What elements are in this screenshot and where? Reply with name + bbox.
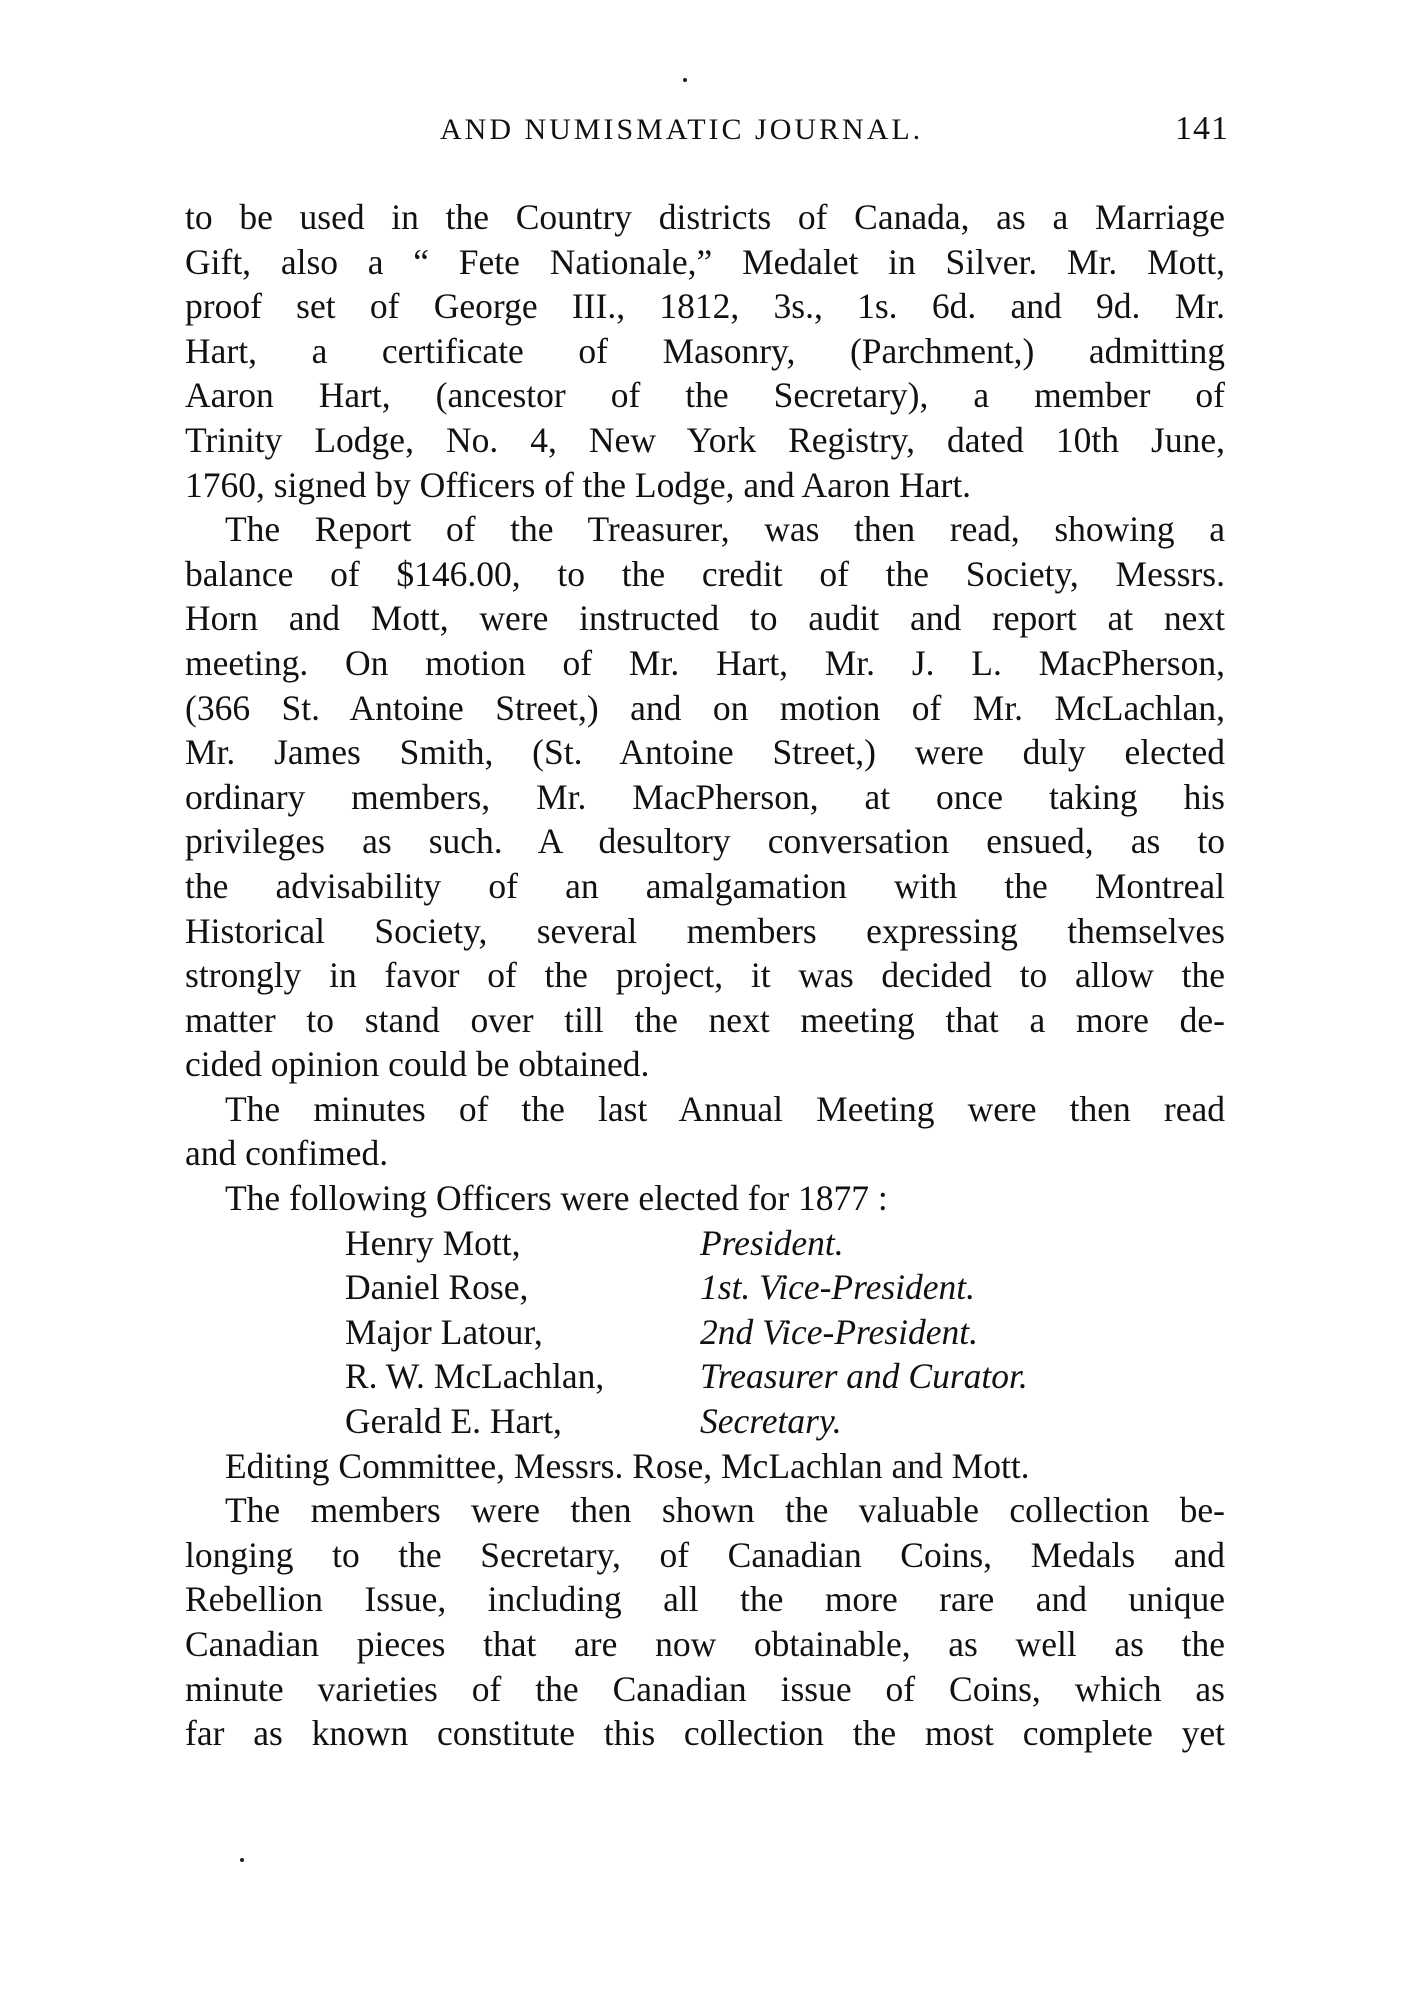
text-line: matter to stand over till the next meeting that a more de- <box>185 999 1225 1040</box>
paragraph-4 <box>185 1176 1225 1221</box>
paragraph-1 <box>185 195 1225 507</box>
officer-row <box>185 1354 1225 1399</box>
top-speck <box>683 78 687 82</box>
paragraph-2 <box>185 507 1225 1087</box>
text-line: to be used in the Country districts of Canada, as a Marriage <box>185 197 1225 237</box>
text-line: The Report of the Treasurer, was then read, showing a <box>225 509 1225 550</box>
officer-row <box>185 1221 1225 1266</box>
text-line: 1760, signed by Officers of the Lodge, and Aaron Hart. <box>185 464 972 505</box>
body-text <box>185 195 1225 1756</box>
text-line: the advisability of an amalgamation with the Montreal <box>185 865 1225 906</box>
text-line: The members were then shown the valuable collection be- <box>225 1490 1225 1531</box>
text-line: meeting. On motion of Mr. Hart, Mr. J. L. MacPherson, <box>185 642 1225 683</box>
officers-list <box>185 1221 1225 1444</box>
officer-name: R. W. McLachlan, <box>345 1356 605 1397</box>
text-line: Horn and Mott, were instructed to audit and report at next <box>185 598 1225 639</box>
officer-row <box>185 1399 1225 1444</box>
officer-name: Henry Mott, <box>345 1222 521 1263</box>
text-line: ordinary members, Mr. MacPherson, at once taking his <box>185 776 1225 817</box>
text-line: far as known constitute this collection the most complete yet <box>185 1713 1225 1754</box>
text-line: and confimed. <box>185 1133 389 1174</box>
text-line: Mr. James Smith, (St. Antoine Street,) were duly elected <box>185 732 1225 773</box>
text-line: longing to the Secretary, of Canadian Coins, Medals and <box>185 1534 1225 1575</box>
officer-name: Gerald E. Hart, <box>345 1401 562 1442</box>
text-line: balance of $146.00, to the credit of the Society, Messrs. <box>185 553 1225 594</box>
officer-title: Treasurer and Curator. <box>700 1356 1028 1397</box>
text-line: Hart, a certificate of Masonry, (Parchment,) admitting <box>185 330 1225 371</box>
text-line: (366 St. Antoine Street,) and on motion of Mr. McLachlan, <box>185 687 1225 728</box>
text-line: strongly in favor of the project, it was decided to allow the <box>185 955 1225 996</box>
paragraph-5 <box>185 1444 1225 1489</box>
text-line: privileges as such. A desultory conversation ensued, as to <box>185 821 1225 862</box>
running-head: AND NUMISMATIC JOURNAL. <box>440 113 924 146</box>
text-line: Trinity Lodge, No. 4, New York Registry, dated 10th June, <box>185 419 1225 460</box>
paragraph-3 <box>185 1087 1225 1176</box>
text-line: The following Officers were elected for 1877 : <box>225 1178 888 1219</box>
paragraph-6 <box>185 1488 1225 1756</box>
text-line: Canadian pieces that are now obtainable, as well as the <box>185 1624 1225 1664</box>
text-line: proof set of George III., 1812, 3s., 1s. 6d. and 9d. Mr. <box>185 286 1225 327</box>
text-line: Aaron Hart, (ancestor of the Secretary), a member of <box>185 375 1225 416</box>
officer-title: 2nd Vice-President. <box>700 1311 978 1352</box>
officer-name: Major Latour, <box>345 1311 543 1352</box>
officer-title: Secretary. <box>700 1401 842 1442</box>
text-line: Rebellion Issue, including all the more rare and unique <box>185 1579 1225 1620</box>
text-line: minute varieties of the Canadian issue of Coins, which as <box>185 1668 1225 1709</box>
officer-title: 1st. Vice-President. <box>700 1267 976 1308</box>
page-number: 141 <box>1175 110 1229 147</box>
bottom-speck <box>240 1858 244 1862</box>
text-line: Gift, also a “ Fete Nationale,” Medalet in Silver. Mr. Mott, <box>185 241 1225 282</box>
text-line: The minutes of the last Annual Meeting were then read <box>225 1088 1225 1129</box>
text-line: cided opinion could be obtained. <box>185 1044 650 1085</box>
officer-row <box>185 1310 1225 1355</box>
text-line: Historical Society, several members expressing themselves <box>185 910 1225 951</box>
text-line: Editing Committee, Messrs. Rose, McLachlan and Mott. <box>225 1445 1030 1486</box>
officer-title: President. <box>700 1222 844 1263</box>
officer-row <box>185 1265 1225 1310</box>
officer-name: Daniel Rose, <box>345 1267 529 1308</box>
